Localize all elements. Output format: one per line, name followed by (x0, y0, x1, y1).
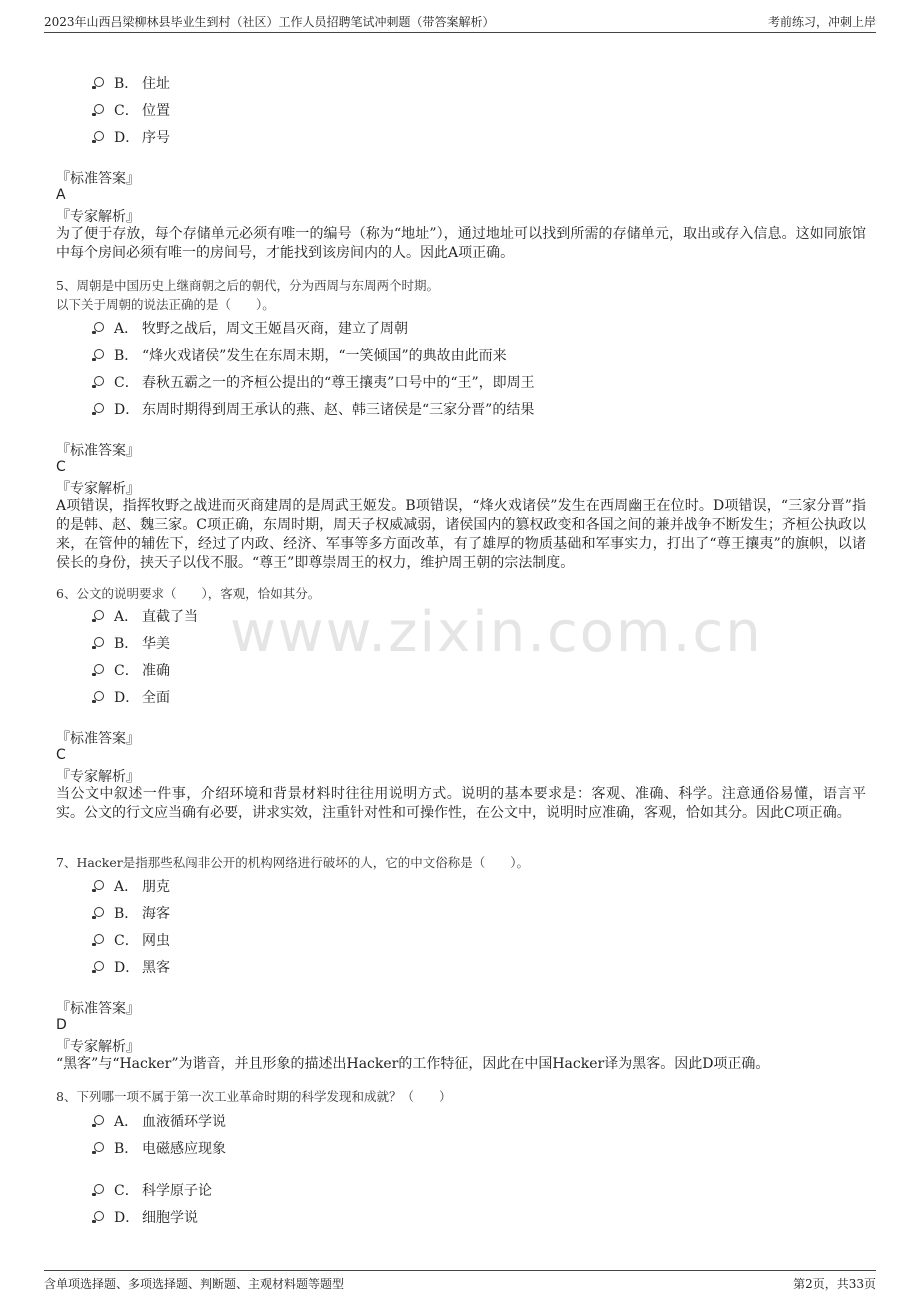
radio-icon[interactable] (94, 961, 104, 971)
radio-icon[interactable] (94, 637, 104, 647)
radio-icon[interactable] (94, 1211, 104, 1221)
radio-icon[interactable] (94, 77, 104, 87)
radio-icon[interactable] (94, 907, 104, 917)
q7-analysis: “黑客”与“Hacker”为谐音，并且形象的描述出Hacker的工作特征，因此在中国Hacker译为黑客。因此D项正确。 (56, 1056, 770, 1072)
q6-answer: C (56, 747, 66, 763)
q5-analysis: A项错误，指挥牧野之战进而灭商建周的是周武王姬发。B项错误，“烽火戏诸侯”发生在西周幽王在位时。D项错误，“三家分晋”指的是韩、赵、魏三家。C项正确，东周时期，周天子权威减弱，诸侯国内的篡权政变和各国之间的兼并战争不断发生；齐桓公执政以来，在管仲的辅佐下，经过了内政、经济、军事等多方面改革，有了雄厚的物质基础和军事实力，打出了“尊王攘夷”的旗帜，以诸侯长的身份，挟天子以伐不服。“尊王”即尊崇周王的权力，维护周王朝的宗法制度。 (56, 498, 866, 571)
radio-icon[interactable] (94, 1115, 104, 1125)
radio-icon[interactable] (94, 880, 104, 890)
q6-analysis-label: 『专家解析』 (56, 769, 140, 785)
footer-note: 含单项选择题、多项选择题、判断题、主观材料题等题型 (44, 1277, 345, 1291)
q6-answer-label: 『标准答案』 (56, 731, 140, 747)
radio-icon[interactable] (94, 131, 104, 141)
radio-icon[interactable] (94, 691, 104, 701)
q5-answer-label: 『标准答案』 (56, 443, 140, 459)
q4-answer: A (56, 187, 66, 203)
radio-icon[interactable] (94, 376, 104, 386)
q5-analysis-label: 『专家解析』 (56, 481, 140, 497)
radio-icon[interactable] (94, 322, 104, 332)
q7-stem: 7、Hacker是指那些私闯非公开的机构网络进行破坏的人，它的中文俗称是（ ）。 (56, 855, 530, 870)
document-title: 2023年山西吕梁柳林县毕业生到村（社区）工作人员招聘笔试冲刺题（带答案解析） (44, 15, 495, 29)
radio-icon[interactable] (94, 349, 104, 359)
q6-stem: 6、公文的说明要求（ ），客观，恰如其分。 (56, 586, 321, 601)
q8-stem: 8、下列哪一项不属于第一次工业革命时期的科学发现和成就？（ ） (56, 1089, 452, 1104)
q7-analysis-label: 『专家解析』 (56, 1039, 140, 1055)
radio-icon[interactable] (94, 104, 104, 114)
radio-icon[interactable] (94, 1142, 104, 1152)
q7-answer-label: 『标准答案』 (56, 1001, 140, 1017)
radio-icon[interactable] (94, 610, 104, 620)
q5-stem-line2: 以下关于周朝的说法正确的是（ ）。 (56, 297, 275, 312)
q4-analysis: 为了便于存放，每个存储单元必须有唯一的编号（称为“地址”），通过地址可以找到所需的存储单元，取出或存入信息。这如同旅馆中每个房间必须有唯一的房间号，才能找到该房间内的人。因此A项正确。 (56, 226, 866, 261)
page-number: 第2页，共33页 (793, 1277, 876, 1291)
radio-icon[interactable] (94, 664, 104, 674)
radio-icon[interactable] (94, 1184, 104, 1194)
radio-icon[interactable] (94, 403, 104, 413)
watermark: www.zixin.com.cn (230, 600, 763, 665)
header-slogan: 考前练习，冲刺上岸 (767, 15, 876, 29)
q4-analysis-label: 『专家解析』 (56, 209, 140, 225)
page-footer (44, 1270, 876, 1295)
q5-answer: C (56, 459, 66, 475)
q5-stem-line1: 5、周朝是中国历史上继商朝之后的朝代，分为西周与东周两个时期。 (56, 278, 439, 293)
q6-analysis: 当公文中叙述一件事，介绍环境和背景材料时往往用说明方式。说明的基本要求是：客观、准确、科学。注意通俗易懂，语言平实。公文的行文应当确有必要，讲求实效，注重针对性和可操作性，在公文中，说明时应准确，客观，恰如其分。因此C项正确。 (56, 786, 866, 821)
page-header (44, 10, 876, 33)
radio-icon[interactable] (94, 934, 104, 944)
q7-answer: D (56, 1017, 67, 1033)
q4-answer-label: 『标准答案』 (56, 171, 140, 187)
